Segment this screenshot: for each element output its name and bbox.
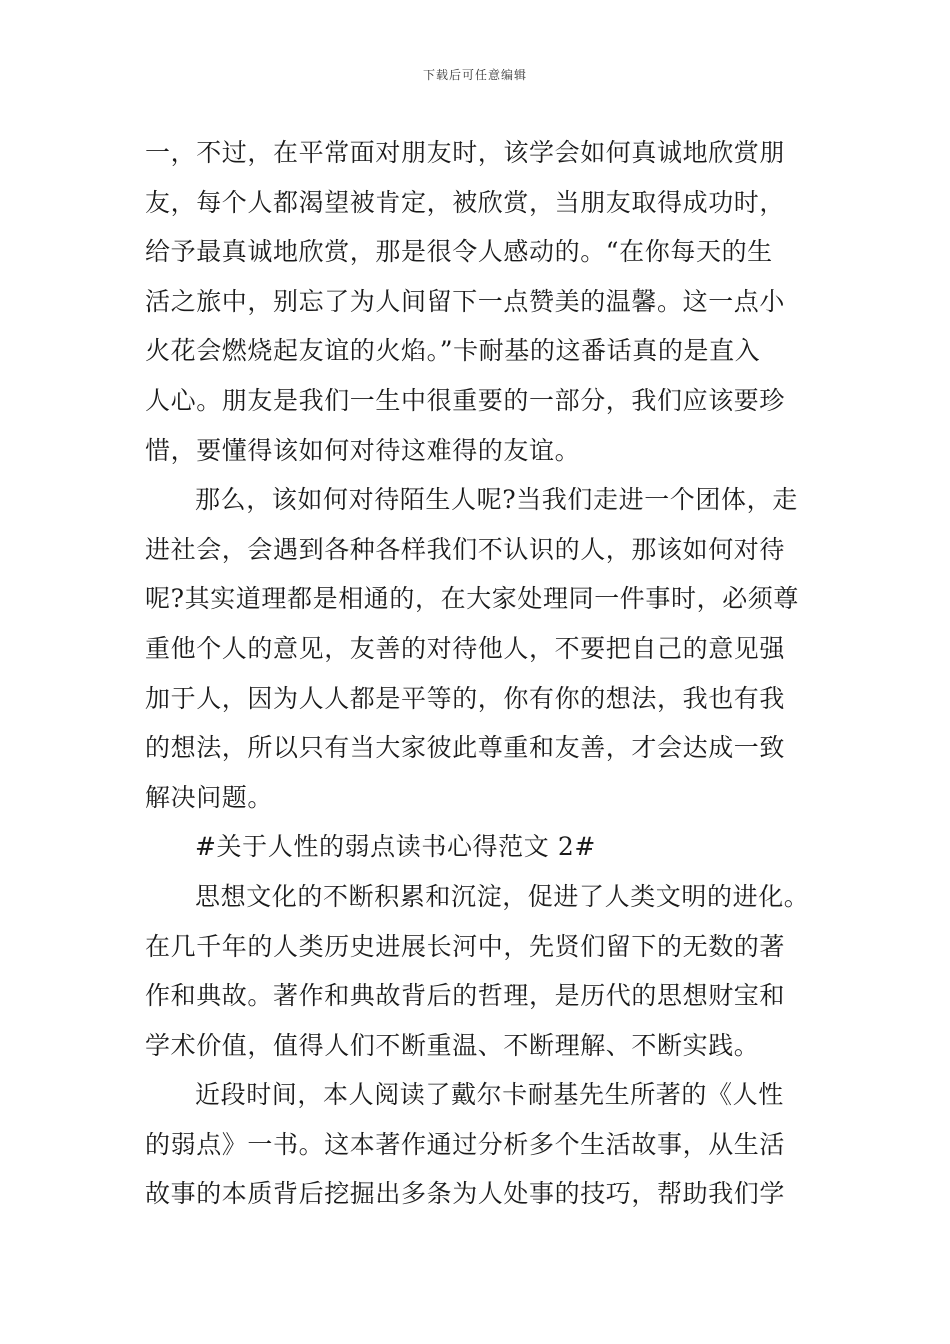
text-line: 加于人，因为人人都是平等的，你有你的想法，我也有我 <box>145 683 786 713</box>
paragraph-start-line: 近段时间，本人阅读了戴尔卡耐基先生所著的《人性 <box>195 1080 784 1110</box>
text-line: 一，不过，在平常面对朋友时，该学会如何真诚地欣赏朋 <box>145 138 786 167</box>
header-note: 下载后可任意编辑 <box>422 68 527 82</box>
text-line: 故事的本质背后挖掘出多条为人处事的技巧，帮助我们学 <box>145 1179 786 1209</box>
section-heading: #关于人性的弱点读书心得范文 2# <box>195 832 596 862</box>
text-line: 作和典故。著作和典故背后的哲理，是历代的思想财宝和 <box>145 981 786 1011</box>
paragraph-start-line: 思想文化的不断积累和沉淀，促进了人类文明的进化。 <box>195 881 810 911</box>
text-line: 的想法，所以只有当大家彼此尊重和友善，才会达成一致 <box>145 733 786 763</box>
text-line: 活之旅中，别忘了为人间留下一点赞美的温馨。这一点小 <box>145 286 786 316</box>
paragraph-start-line: 那么，该如何对待陌生人呢?当我们走进一个团体，走 <box>195 485 798 515</box>
text-line: 给予最真诚地欣赏，那是很令人感动的。“在你每天的生 <box>145 237 773 267</box>
document-body <box>145 128 820 1219</box>
text-line: 友，每个人都渴望被肯定，被欣赏，当朋友取得成功时， <box>145 187 786 217</box>
text-line: 解决问题。 <box>145 782 274 812</box>
text-line: 呢?其实道理都是相通的，在大家处理同一件事时，必须尊 <box>145 584 800 614</box>
text-line: 在几千年的人类历史进展长河中，先贤们留下的无数的著 <box>145 931 786 961</box>
text-line: 学术价值，值得人们不断重温、不断理解、不断实践。 <box>145 1030 760 1060</box>
text-line: 惜，要懂得该如何对待这难得的友谊。 <box>145 435 581 465</box>
text-line: 重他个人的意见，友善的对待他人，不要把自己的意见强 <box>145 633 786 663</box>
text-line: 的弱点》一书。这本著作通过分析多个生活故事，从生活 <box>145 1129 786 1159</box>
text-line: 进社会，会遇到各种各样我们不认识的人，那该如何对待 <box>145 534 786 564</box>
text-line: 火花会燃烧起友谊的火焰。”卡耐基的这番话真的是直入 <box>145 336 761 366</box>
text-line: 人心。朋友是我们一生中很重要的一部分，我们应该要珍 <box>145 385 786 415</box>
